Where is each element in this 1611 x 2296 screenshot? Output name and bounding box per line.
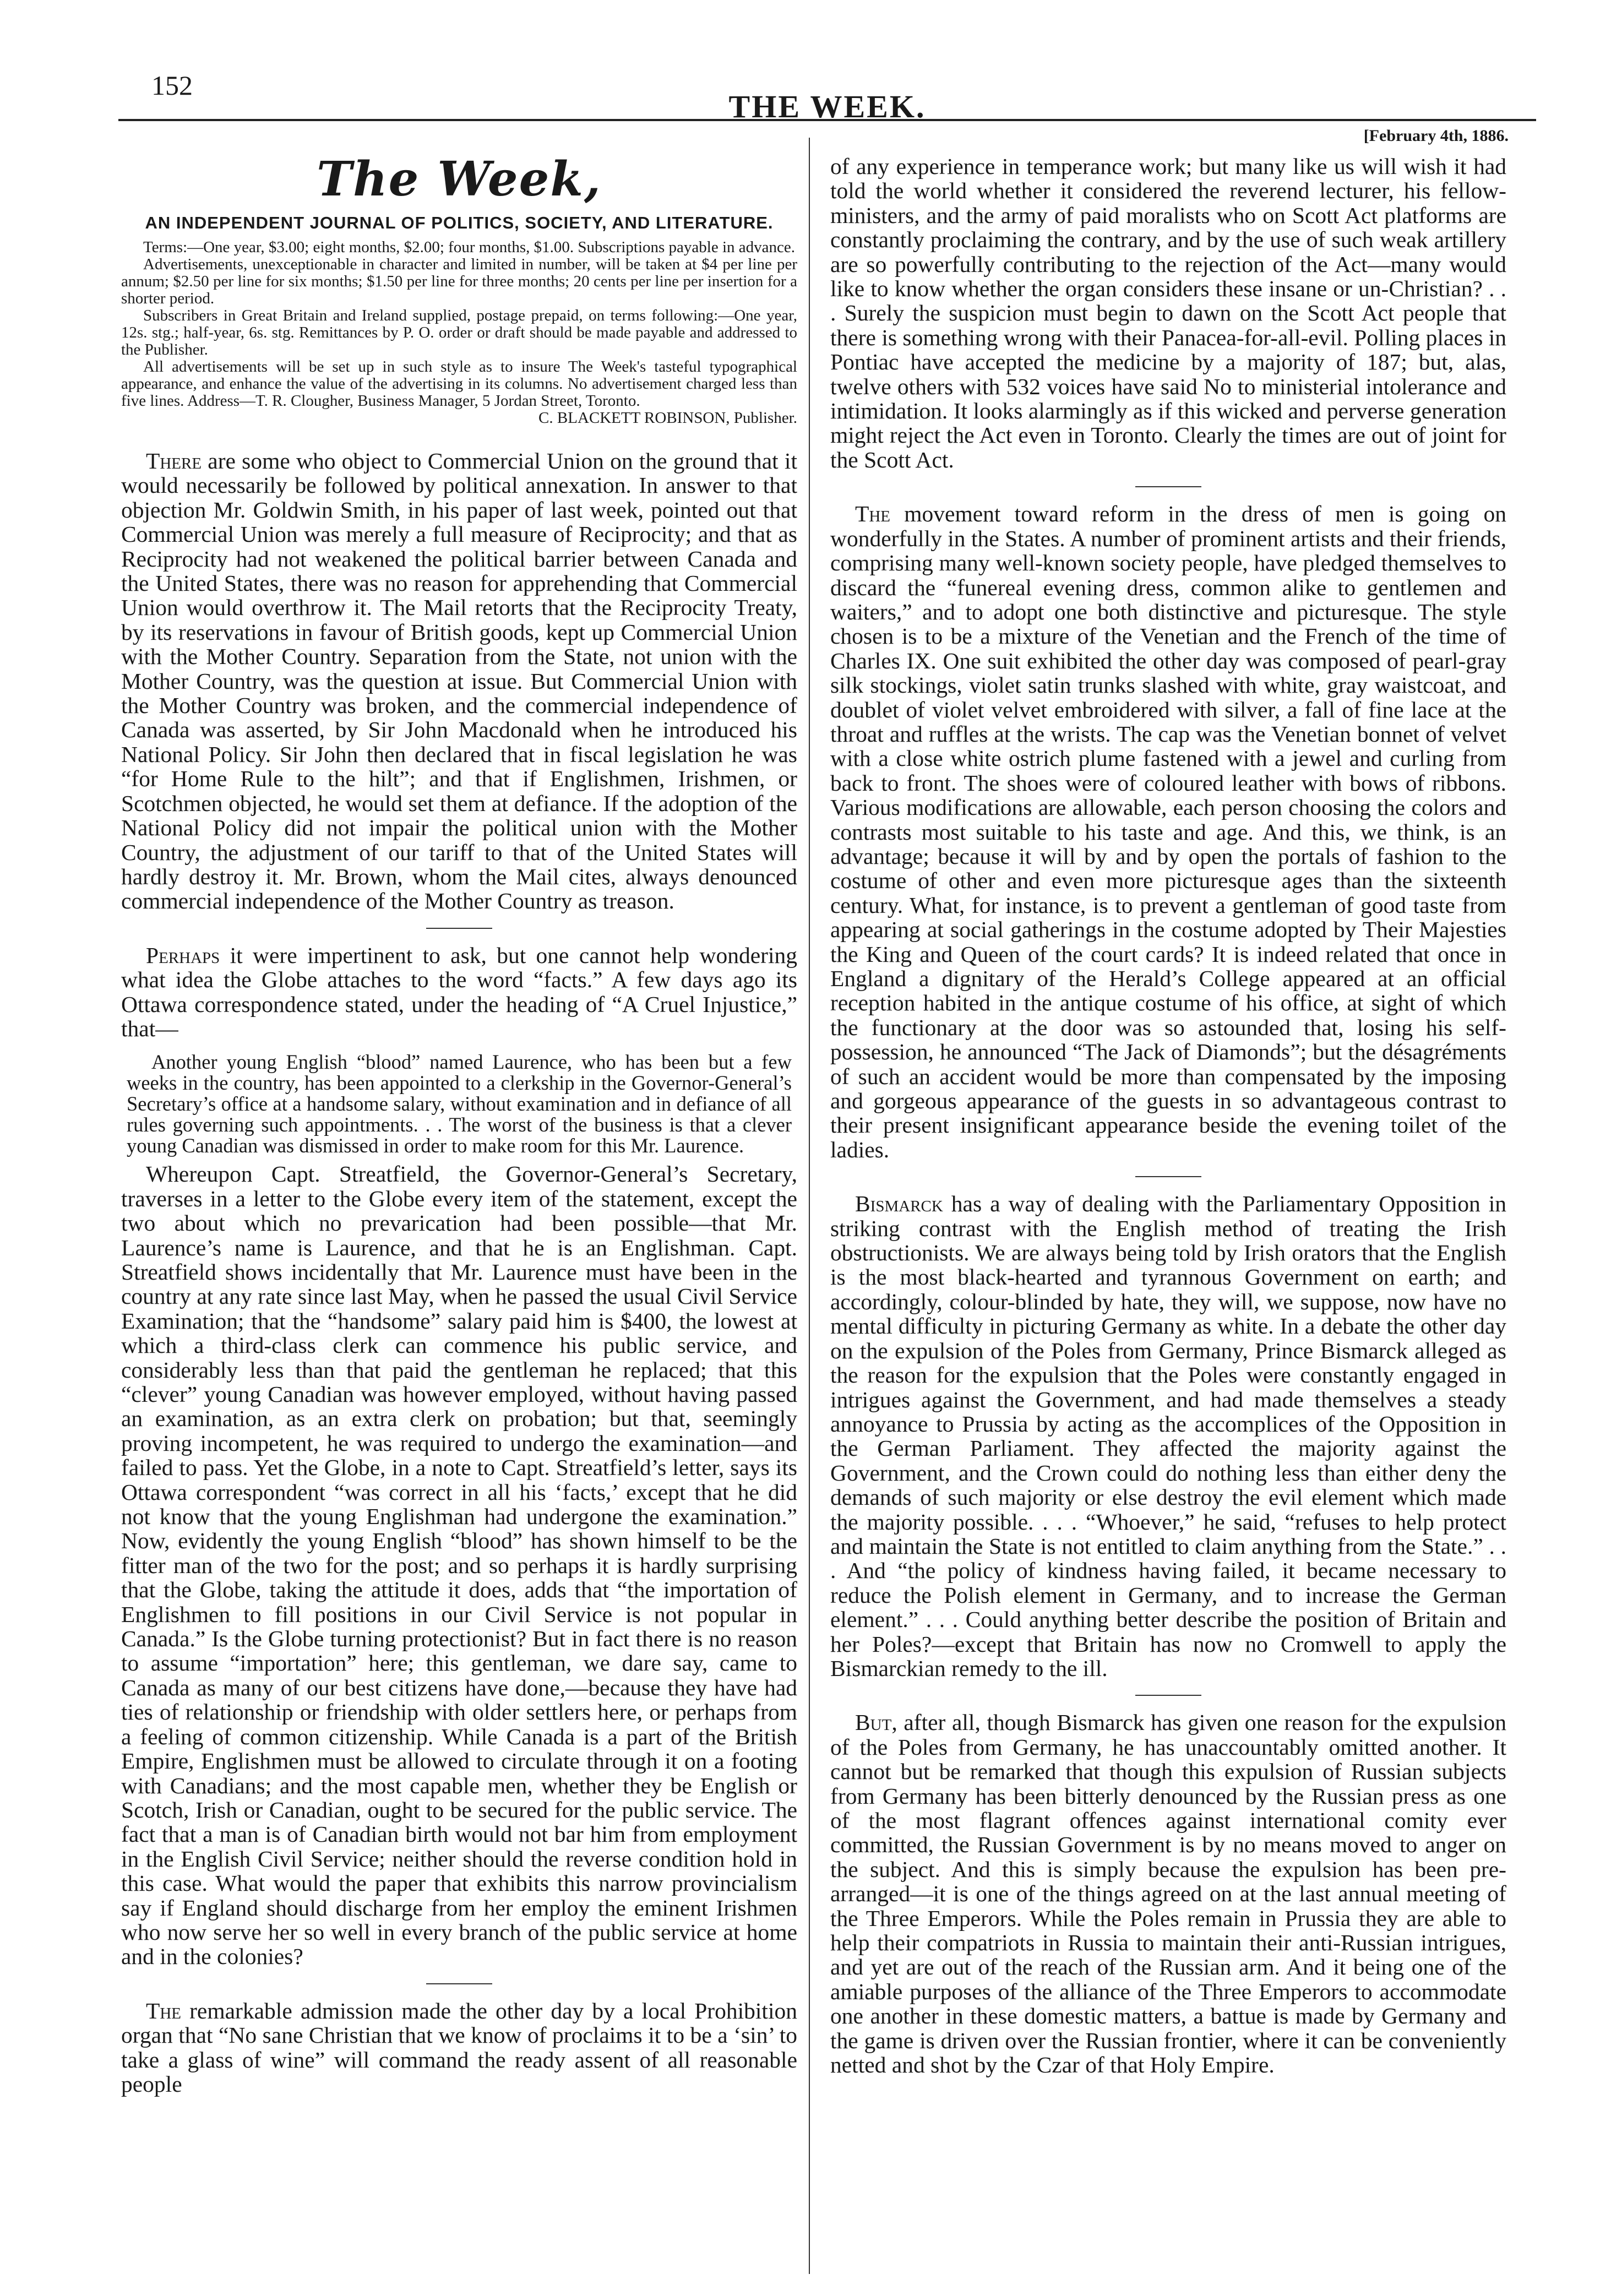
masthead-name: The Week, (317, 151, 602, 207)
column-divider (809, 138, 810, 2274)
terms-paragraph: All advertisements will be set up in such style as to insure The Week's tasteful typographical appearance, and enhance the value of the advertising in its columns. No advertisement charged less than five lines. Address—T. R. Clougher, Business Manager, 5 Jordan Street, Toronto. (121, 358, 797, 410)
article-text: after all, though Bismarck has given one reason for the expulsion of the Poles from Germany, he has unaccountably omitted another. It cannot but be remarked that though this expulsion of Russian subjects from Germany has been bitterly denounced by the Russian press as one of the most flagrant offences against international comity ever committed, the Russian Government is by no means moved to anger on the subject. And this is simply because the expulsion has been pre-arranged—it is one of the things agreed on at the last annual meeting of the Three Emperors. While the Poles remain in Prussia they are able to help their compatriots in Russia to maintain their anti-Russian intrigues, and yet are out of the reach of the Russian arm. And it being one of the amiable purposes of the alliance of the Three Emperors to accommodate one another in these domestic matters, a battue is made by Germany and the game is driven over the Russian frontier, where it can be conveniently netted and shot by the Czar of that Holy Empire. (830, 1710, 1506, 2078)
right-column (830, 154, 1506, 2077)
lead-word: There (146, 448, 202, 474)
article-text: remarkable admission made the other day by a local Prohibition organ that “No sane Christian that we know of proclaims it to be a ‘sin’ to take a glass of wine” will command the ready assent of all reasonable people (121, 1998, 797, 2097)
lead-word: Bismarck (855, 1191, 943, 1217)
section-rule (426, 1983, 492, 1984)
section-rule (1135, 1695, 1201, 1696)
page-header (118, 65, 1536, 145)
block-quote: Another young English “blood” named Laurence, who has been but a few weeks in the country, has been appointed to a clerkship in the Governor-General’s Secretary’s office at a handsome salary, without examination and in defiance of all rules governing such appointments. . . The worst of the business is that a clever young Canadian was dismissed in order to make room for this Mr. Laurence. (127, 1051, 792, 1157)
terms-paragraph: Subscribers in Great Britain and Ireland supplied, postage prepaid, on terms following:—One year, 12s. stg.; half-year, 6s. stg. Remittances by P. O. order or draft should be made payable and addressed to the Publisher. (121, 307, 797, 358)
publisher-line: C. BLACKETT ROBINSON, Publisher. (538, 409, 797, 427)
article-prohibition-continued: of any experience in temperance work; but many like us will wish it had told the world whether it considered the reverend lecturer, his fellow-ministers, and the army of paid moralists who on Scott Act platforms are constantly proclaiming the contrary, and by the use of such weak artillery are so powerfully contributing to the rejection of the Act—many would like to know whether the organ considers these insane or un-Christian? . . . Surely the suspicion must begin to dawn on the Scott Act people that there is something wrong with their Panacea-for-all-evil. Polling places in Pontiac have accepted the medicine by a majority of 187; but, alas, twelve others with 532 voices have said No to ministerial intolerance and intimidation. It looks alarmingly as if this wicked and perverse generation might reject the Act even in Toronto. Clearly the times are out of joint for the Scott Act. (830, 154, 1506, 472)
left-column (121, 151, 797, 2097)
masthead (121, 151, 797, 427)
article-text: movement toward reform in the dress of men is going on wonderfully in the States. A number of prominent artists and their friends, comprising many well-known society people, have pledged themselves to discard the “funereal evening dress, common alike to gentlemen and waiters,” and to adopt one both distinctive and picturesque. The style chosen is to be a mixture of the Venetian and the French of the time of Charles IX. One suit exhibited the other day was composed of pearl-gray silk stockings, violet satin trunks slashed with white, gray waistcoat, and doublet of violet velvet embroidered with silver, a fall of fine lace at the throat and ruffles at the wrists. The cap was the Venetian bonnet of velvet with a close white ostrich plume fastened with a jewel and curling from back to front. The shoes were of coloured leather with bows of ribbons. Various modifications are allowable, each person choosing the colors and contrasts most suitable to his taste and age. And this, we think, is an advantage; because it will by and by open the portals of fashion to the costume of other and even more picturesque ages than the sixteenth century. What, for instance, is to prevent a gentleman of good taste from appearing at social gatherings in the costume adopted by Their Majesties the King and Queen of the court cards? It is indeed related that once in England a dignitary of the Herald’s College appeared at an official reception habited in the antique costume of his office, at sight of which the functionary at the door was so astounded that, losing his self-possession, he announced “The Jack of Diamonds”; but the désagréments of such an accident would be more than compensated by the imposing and gorgeous appearance of the guests in so advantageous contrast to their present insignificant appearance beside the evening toilet of the ladies. (830, 501, 1506, 1162)
section-rule (426, 928, 492, 929)
terms-paragraph: Terms:—One year, $3.00; eight months, $2.00; four months, $1.00. Subscriptions payable in advance. (143, 238, 796, 256)
spacer (121, 427, 797, 449)
lead-word: Perhaps (146, 942, 220, 968)
issue-date: [February 4th, 1886. (1363, 127, 1509, 145)
article-text: has a way of dealing with the Parliamentary Opposition in striking contrast with the English method of treating the Irish obstructionists. We are always being told by Irish orators that the English is the most black-hearted and tyrannous Government on earth; and accordingly, colour-blinded by hate, they will, we suppose, now have no mental difficulty in picturing Germany as white. In a debate the other day on the expulsion of the Poles from Germany, Prince Bismarck alleged as the reason for the expulsion that the Poles were constantly engaged in intrigues against the Government, and had made themselves a steady annoyance to Prussia by acting as the accomplices of the Opposition in the German Parliament. They affected the majority against the Government, and the Crown could do nothing less than either deny the demands of such majority or else destroy the evil element which made the majority possible. . . . “Whoever,” he said, “refuses to help protect and maintain the State is not entitled to claim anything from the State.” . . . And “the policy of kindness having failed, it became necessary to reduce the Polish element in Germany, and to increase the German element.” . . . Could anything better describe the position of Britain and her Poles?—except that Britain has now no Cromwell to apply the Bismarckian remedy to the ill. (830, 1191, 1506, 1681)
article-bismarck (830, 1191, 1506, 1680)
lead-word: The (855, 501, 891, 527)
article-commercial-union (121, 449, 797, 913)
article-text: it were impertinent to ask, but one cannot help wondering what idea the Globe attaches to the word “facts.” A few days ago its Ottawa correspondence stated, under the heading of “A Cruel Injustice,” that— (121, 942, 797, 1041)
section-rule (1135, 1176, 1201, 1177)
lead-word: But, (855, 1710, 897, 1735)
article-text: are some who object to Commercial Union on the ground that it would necessarily be followed by political annexation. In answer to that objection Mr. Goldwin Smith, in his paper of last week, pointed out that Commercial Union was merely a full measure of Reciprocity; and that as Reciprocity had not weakened the political barrier between Canada and the United States, there was no reason for apprehending that Commercial Union would overthrow it. The Mail retorts that the Reciprocity Treaty, by its reservations in favour of British goods, kept up Commercial Union with the Mother Country. Separation from the State, not union with the Mother Country, was the question at issue. But Commercial Union with the Mother Country was broken, and the commercial independence of Canada was asserted, by Sir John Macdonald when he introduced his National Policy. Sir John then declared that in fiscal legislation he was “for Home Rule to the hilt”; and that if Englishmen, Irishmen, or Scotchmen objected, he would set them at defiance. If the adoption of the National Policy did not impair the political union with the Mother Country, the adjustment of our tariff to that of the United States will hardly destroy it. Mr. Brown, whom the Mail cites, always denounced commercial independence of the Mother Country as treason. (121, 448, 797, 914)
section-rule (1135, 486, 1201, 487)
article-streatfield: Whereupon Capt. Streatfield, the Governor-General’s Secretary, traverses in a letter to the Globe every item of the statement, except the two about which no prevarication had been possible—that Mr. Laurence’s name is Laurence, and that he is an Englishman. Capt. Streatfield shows incidentally that Mr. Laurence must have been in the country at any rate since last May, when he passed the usual Civil Service Examination; that the “handsome” salary paid him is $400, the lowest at which a third-class clerk can commence his public service, and considerably less than that paid the gentleman he replaced; that this “clever” young Canadian was however employed, without having passed an examination, as an extra clerk on probation; but that, seemingly proving incompetent, he was required to undergo the examination—and failed to pass. Yet the Globe, in a note to Capt. Streatfield’s letter, says its Ottawa correspondent “was correct in all his ‘facts,’ except that he did not know that the young Englishman had undergone the examination.” Now, evidently the young English “blood” has shown himself to be the fitter man of the two for the post; and so perhaps it is hardly surprising that the Globe, taking the attitude it does, adds that “the importation of Englishmen to fill positions in our Civil Service is not popular in Canada.” Is the Globe turning protectionist? But in fact there is no reason to assume “importation” here; this gentleman, we dare say, came to Canada as many of our best citizens have done,—because they have had ties of relationship or friendship with older settlers here, or perhaps from a feeling of common citizenship. While Canada is a part of the British Empire, Englishmen must be allowed to circulate through it on a footing with Canadians; and the most capable men, whether they be English or Scotch, Irish or Canadian, ought to be secured for the public service. The fact that a man is of Canadian birth would not bar him from employment in the English Civil Service; neither should the reverse condition hold in this case. What would the paper that exhibits this narrow provincialism say if England should discharge from her employ the eminent Irishmen who now serve her so well in every branch of the public service at home and in the colonies? (121, 1161, 797, 1969)
article-poles-expulsion (830, 1710, 1506, 2077)
page-number: 152 (151, 70, 193, 101)
spacer (121, 1041, 797, 1052)
lead-word: The (146, 1998, 182, 2023)
article-dress-reform (830, 502, 1506, 1162)
article-prohibition (121, 1999, 797, 2097)
masthead-subtitle: AN INDEPENDENT JOURNAL OF POLITICS, SOCIETY, AND LITERATURE. (145, 213, 774, 232)
article-globe-facts (121, 943, 797, 1041)
subscription-terms (121, 239, 797, 410)
header-rule (118, 119, 1536, 121)
terms-paragraph: Advertisements, unexceptionable in character and limited in number, will be taken at $4 per line per annum; $2.50 per line for six months; $1.50 per line for three months; 20 cents per line per insertion for a shorter period. (121, 255, 797, 307)
running-title: THE WEEK. (728, 89, 926, 124)
